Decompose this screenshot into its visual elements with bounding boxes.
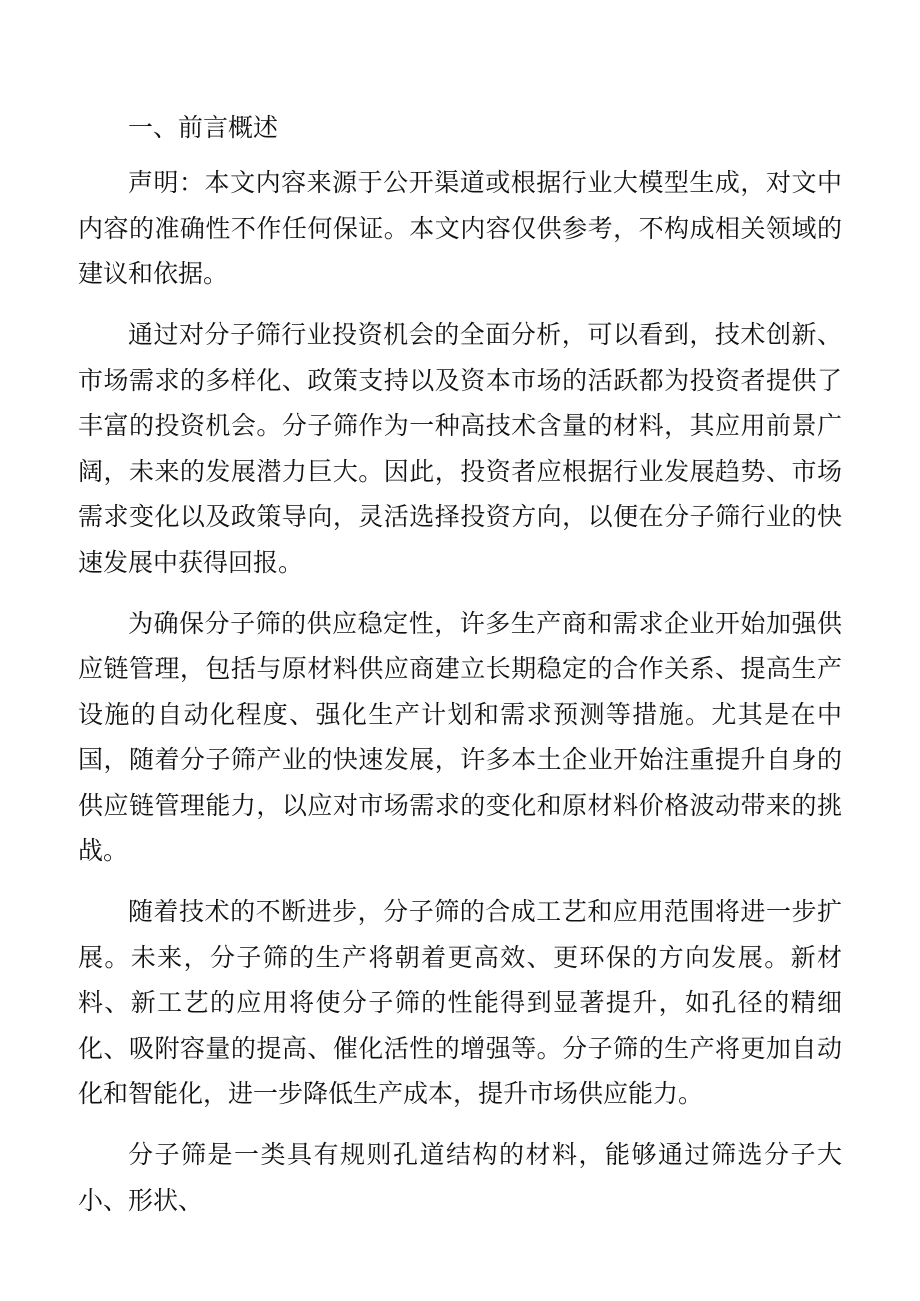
technology-paragraph: 随着技术的不断进步，分子筛的合成工艺和应用范围将进一步扩展。未来，分子筛的生产将朝着更高效、更环保的方向发展。新材料、新工艺的应用将使分子筛的性能得到显著提升，如孔径的精细化、吸附容量的提高、催化活性的增强等。分子筛的生产将更加自动化和智能化，进一步降低生产成本，提升市场供应能力。 bbox=[78, 897, 842, 1108]
definition-paragraph: 分子筛是一类具有规则孔道结构的材料，能够通过筛选分子大小、形状、 bbox=[78, 1140, 842, 1215]
document-body bbox=[78, 102, 842, 1223]
disclaimer-paragraph: 声明：本文内容来源于公开渠道或根据行业大模型生成，对文中内容的准确性不作任何保证。本文内容仅供参考，不构成相关领域的建议和依据。 bbox=[78, 168, 842, 288]
supply-chain-paragraph: 为确保分子筛的供应稳定性，许多生产商和需求企业开始加强供应链管理，包括与原材料供应商建立长期稳定的合作关系、提高生产设施的自动化程度、强化生产计划和需求预测等措施。尤其是在中国，随着分子筛产业的快速发展，许多本土企业开始注重提升自身的供应链管理能力，以应对市场需求的变化和原材料价格波动带来的挑战。 bbox=[78, 608, 842, 865]
section-heading: 一、前言概述 bbox=[128, 113, 279, 142]
investment-paragraph: 通过对分子筛行业投资机会的全面分析，可以看到，技术创新、市场需求的多样化、政策支持以及资本市场的活跃都为投资者提供了丰富的投资机会。分子筛作为一种高技术含量的材料，其应用前景广阔，未来的发展潜力巨大。因此，投资者应根据行业发展趋势、市场需求变化以及政策导向，灵活选择投资方向，以便在分子筛行业的快速发展中获得回报。 bbox=[78, 320, 842, 577]
